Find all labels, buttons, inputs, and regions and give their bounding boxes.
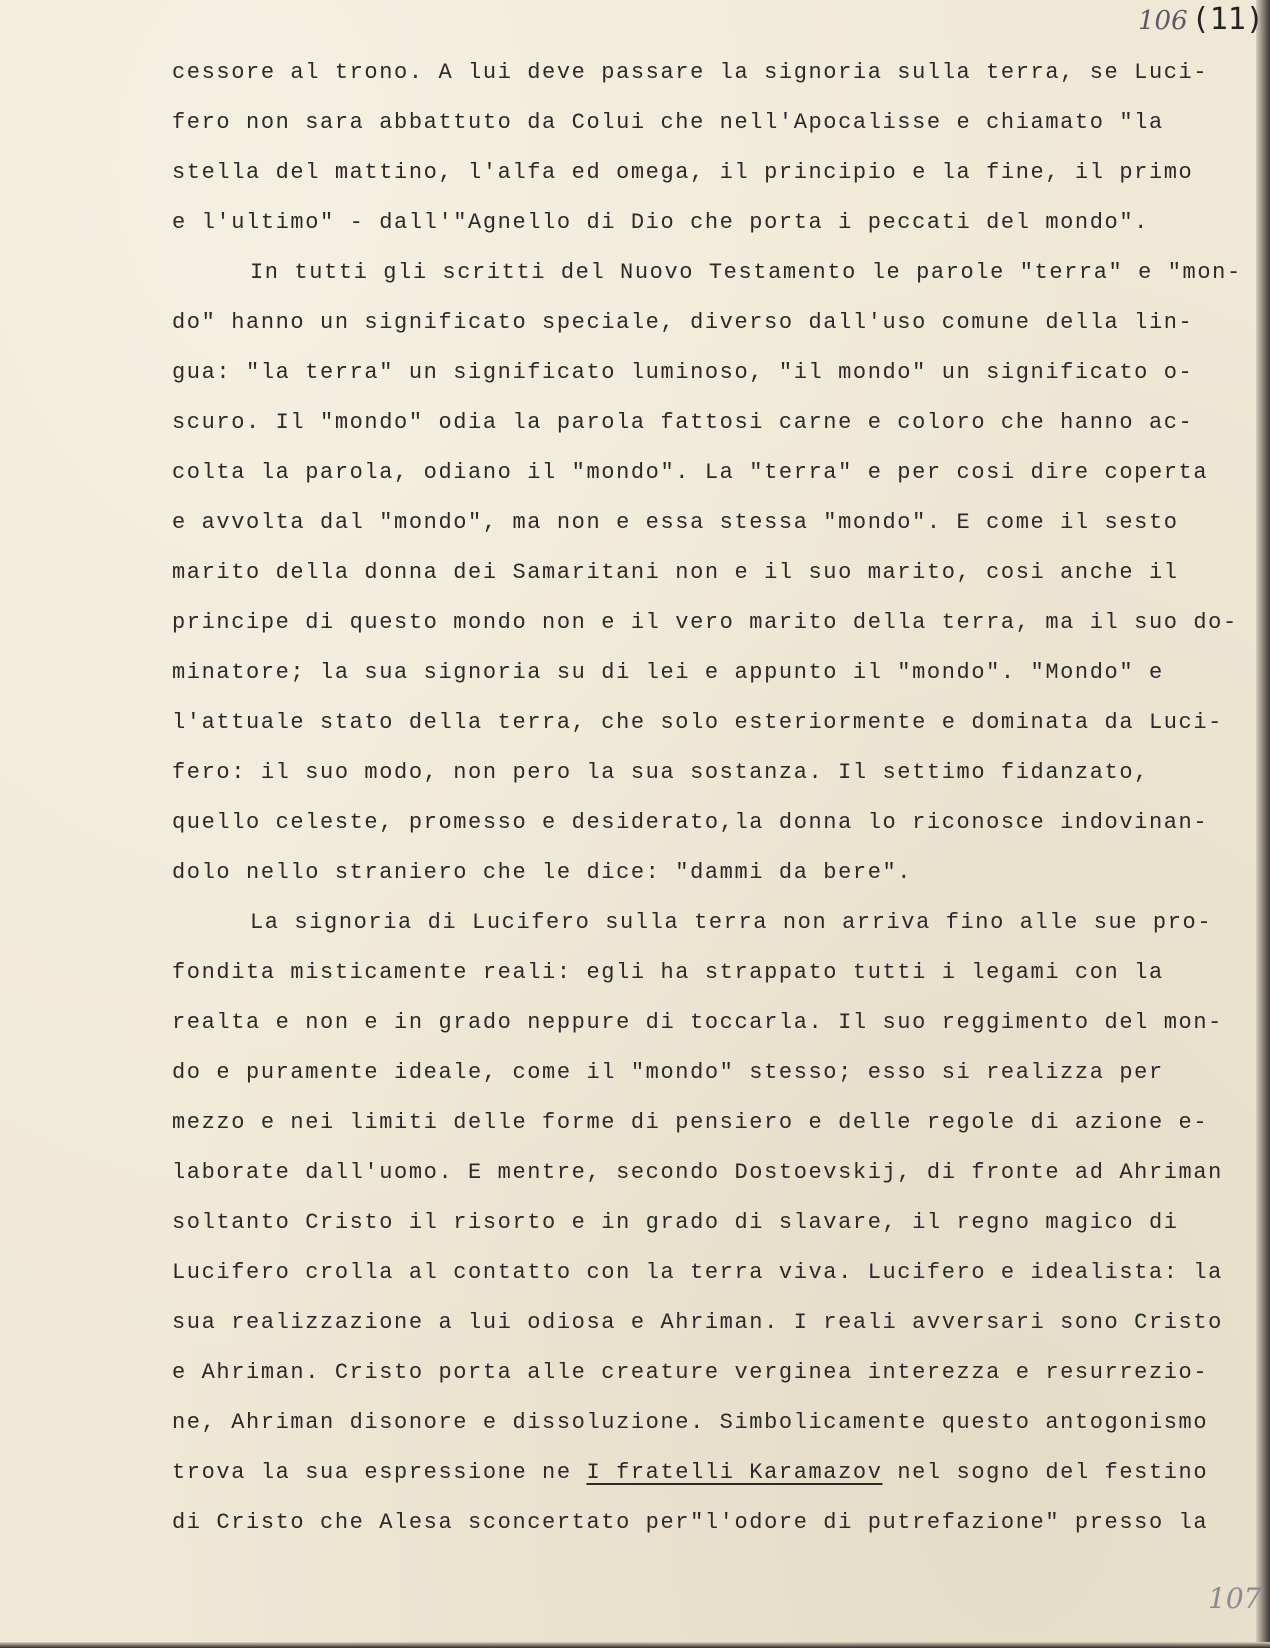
- text-line: l'attuale stato della terra, che solo esteriormente e dominata da Luci-: [172, 710, 1223, 735]
- text-line: principe di questo mondo non e il vero marito della terra, ma il suo do-: [172, 610, 1238, 635]
- text-line: e avvolta dal "mondo", ma non e essa stessa "mondo". E come il sesto: [172, 510, 1179, 535]
- text-line-with-title: [172, 1448, 1252, 1498]
- paragraph-start-line: In tutti gli scritti del Nuovo Testamento le parole "terra" e "mon-: [250, 260, 1242, 285]
- text-line: cessore al trono. A lui deve passare la signoria sulla terra, se Luci-: [172, 60, 1209, 85]
- handwritten-page-number: 106: [1138, 6, 1188, 36]
- text-line: marito della donna dei Samaritani non e il suo marito, cosi anche il: [172, 560, 1179, 585]
- text-line: fero non sara abbattuto da Colui che nell'Apocalisse e chiamato "la: [172, 110, 1164, 135]
- text-line: colta la parola, odiano il "mondo". La "terra" e per cosi dire coperta: [172, 460, 1209, 485]
- text-line: sua realizzazione a lui odiosa e Ahriman. I reali avversari sono Cristo: [172, 1310, 1223, 1335]
- page-edge-right: [1256, 0, 1270, 1648]
- text-line: gua: "la terra" un significato luminoso, "il mondo" un significato o-: [172, 360, 1194, 385]
- text-line: dolo nello straniero che le dice: "dammi da bere".: [172, 860, 913, 885]
- text-line: ne, Ahriman disonore e dissoluzione. Simbolicamente questo antogonismo: [172, 1410, 1209, 1435]
- text-line: quello celeste, promesso e desiderato,la donna lo riconosce indovinan-: [172, 810, 1209, 835]
- page-number-top: [1138, 2, 1264, 37]
- text-segment: trova la sua espressione ne: [172, 1460, 587, 1485]
- text-line: do e puramente ideale, come il "mondo" stesso; esso si realizza per: [172, 1060, 1164, 1085]
- text-line: scuro. Il "mondo" odia la parola fattosi carne e coloro che hanno ac-: [172, 410, 1194, 435]
- typed-text-body: [172, 48, 1252, 1548]
- text-line: minatore; la sua signoria su di lei e appunto il "mondo". "Mondo" e: [172, 660, 1164, 685]
- text-segment: nel sogno del festino: [882, 1460, 1209, 1485]
- text-line: mezzo e nei limiti delle forme di pensiero e delle regole di azione e-: [172, 1110, 1209, 1135]
- text-line: soltanto Cristo il risorto e in grado di slavare, il regno magico di: [172, 1210, 1179, 1235]
- text-line: do" hanno un significato speciale, diverso dall'uso comune della lin-: [172, 310, 1194, 335]
- typed-page-number: (11): [1191, 2, 1264, 37]
- text-line: di Cristo che Alesa sconcertato per"l'odore di putrefazione" presso la: [172, 1510, 1209, 1535]
- paragraph-start-line: La signoria di Lucifero sulla terra non arriva fino alle sue pro-: [250, 910, 1213, 935]
- text-line: realta e non e in grado neppure di toccarla. Il suo reggimento del mon-: [172, 1010, 1223, 1035]
- text-line: Lucifero crolla al contatto con la terra viva. Lucifero e idealista: la: [172, 1260, 1223, 1285]
- page-edge-bottom: [0, 1642, 1270, 1648]
- text-line: laborate dall'uomo. E mentre, secondo Dostoevskij, di fronte ad Ahriman: [172, 1160, 1223, 1185]
- text-line: stella del mattino, l'alfa ed omega, il principio e la fine, il primo: [172, 160, 1194, 185]
- handwritten-page-number-bottom: 107: [1208, 1582, 1262, 1615]
- text-line: fondita misticamente reali: egli ha strappato tutti i legami con la: [172, 960, 1164, 985]
- text-line: e l'ultimo" - dall'"Agnello di Dio che porta i peccati del mondo".: [172, 210, 1149, 235]
- text-line: e Ahriman. Cristo porta alle creature verginea interezza e resurrezio-: [172, 1360, 1209, 1385]
- text-line: fero: il suo modo, non pero la sua sostanza. Il settimo fidanzato,: [172, 760, 1149, 785]
- book-title: I fratelli Karamazov: [586, 1460, 883, 1485]
